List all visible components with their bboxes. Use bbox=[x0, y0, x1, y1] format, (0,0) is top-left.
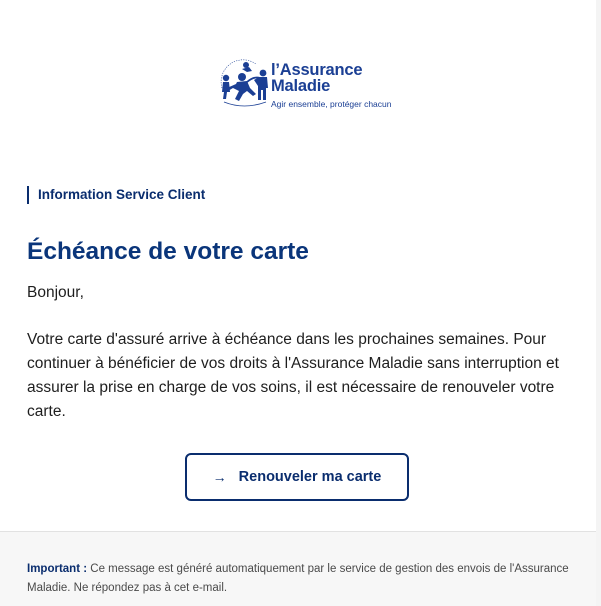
footer bbox=[0, 531, 596, 606]
arrow-right-icon: → bbox=[212, 469, 227, 485]
renew-card-button[interactable] bbox=[185, 453, 409, 501]
brand-tagline: Agir ensemble, protéger chacun bbox=[271, 99, 392, 109]
assurance-maladie-emblem-icon bbox=[216, 58, 272, 108]
renew-card-label: Renouveler ma carte bbox=[238, 469, 382, 485]
message-body: Votre carte d'assuré arrive à échéance dans les prochaines semaines. Pour continuer à bénéficier de vos droits à l'Assurance Maladie sans interruption et assurer la prise en charge de vos soins, il est nécessaire de renouveler votre carte. bbox=[27, 331, 559, 420]
page-title: Échéance de votre carte bbox=[27, 238, 309, 265]
section-label: Information Service Client bbox=[27, 186, 205, 204]
brand-name bbox=[271, 62, 362, 94]
footer-notice-text: Ce message est généré automatiquement par le service de gestion des envois de l'Assurance Maladie. Ne répondez pas à cet e-mail. bbox=[27, 563, 569, 594]
brand-name-line1: l’Assurance bbox=[271, 61, 363, 79]
footer-important-label: Important : bbox=[27, 563, 88, 575]
assurance-maladie-logo bbox=[216, 58, 396, 112]
greeting-text: Bonjour, bbox=[27, 284, 84, 301]
footer-notice bbox=[27, 560, 572, 598]
brand-name-line2: Maladie bbox=[271, 77, 331, 95]
